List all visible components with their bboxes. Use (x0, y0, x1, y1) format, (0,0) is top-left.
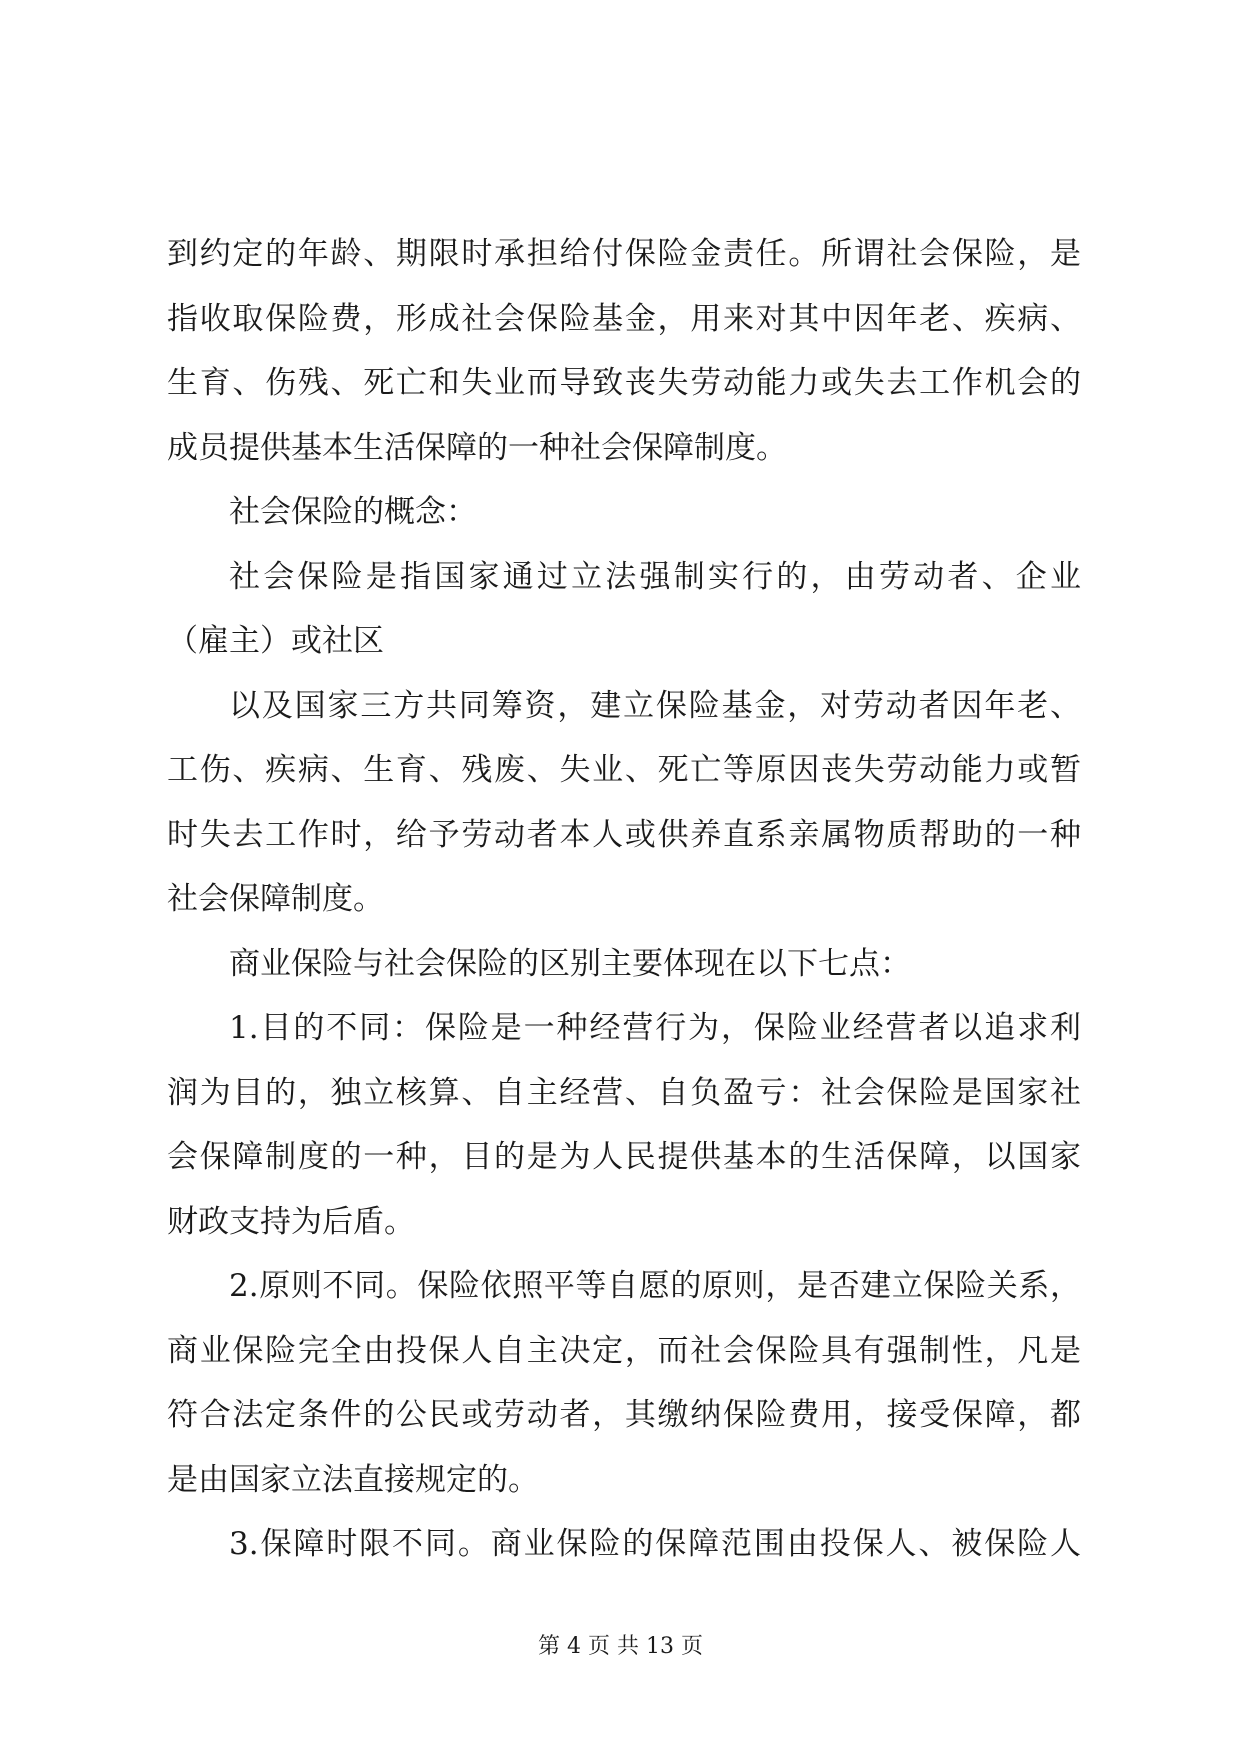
text-line: 生育、伤残、死亡和失业而导致丧失劳动能力或失去工作机会的 (167, 365, 1081, 401)
text-line: 3.保障时限不同。商业保险的保障范围由投保人、被保险人 (229, 1526, 1081, 1562)
text-line: 润为目的，独立核算、自主经营、自负盈亏：社会保险是国家社 (167, 1074, 1081, 1111)
text-line: 成员提供基本生活保障的一种社会保障制度。 (167, 429, 787, 466)
text-line: 是由国家立法直接规定的。 (167, 1461, 539, 1498)
text-line: 社会保险的概念： (229, 494, 477, 530)
text-line: （雇主）或社区 (167, 623, 384, 659)
text-line: 以及国家三方共同筹资，建立保险基金，对劳动者因年老、 (229, 687, 1081, 724)
text-line: 社会保险是指国家通过立法强制实行的，由劳动者、企业 (229, 558, 1081, 595)
text-line: 会保障制度的一种，目的是为人民提供基本的生活保障，以国家 (167, 1139, 1081, 1175)
text-line: 工伤、疾病、生育、残废、失业、死亡等原因丧失劳动能力或暂 (167, 752, 1081, 788)
text-line: 1.目的不同：保险是一种经营行为，保险业经营者以追求利 (229, 1010, 1081, 1046)
page-footer: 第 4 页 共 13 页 (538, 1634, 703, 1659)
text-line: 符合法定条件的公民或劳动者，其缴纳保险费用，接受保障，都 (167, 1397, 1081, 1433)
text-line: 商业保险完全由投保人自主决定，而社会保险具有强制性，凡是 (167, 1332, 1081, 1369)
text-line: 时失去工作时，给予劳动者本人或供养直系亲属物质帮助的一种 (167, 816, 1081, 853)
text-line: 到约定的年龄、期限时承担给付保险金责任。所谓社会保险，是 (167, 236, 1081, 272)
text-line: 社会保障制度。 (167, 881, 384, 917)
text-line: 指收取保险费，形成社会保险基金，用来对其中因年老、疾病、 (167, 300, 1081, 337)
text-line: 财政支持为后盾。 (167, 1203, 415, 1240)
text-line: 商业保险与社会保险的区别主要体现在以下七点： (229, 945, 911, 982)
text-line: 2.原则不同。保险依照平等自愿的原则，是否建立保险关系， (229, 1268, 1081, 1304)
document-body (167, 222, 1081, 1577)
